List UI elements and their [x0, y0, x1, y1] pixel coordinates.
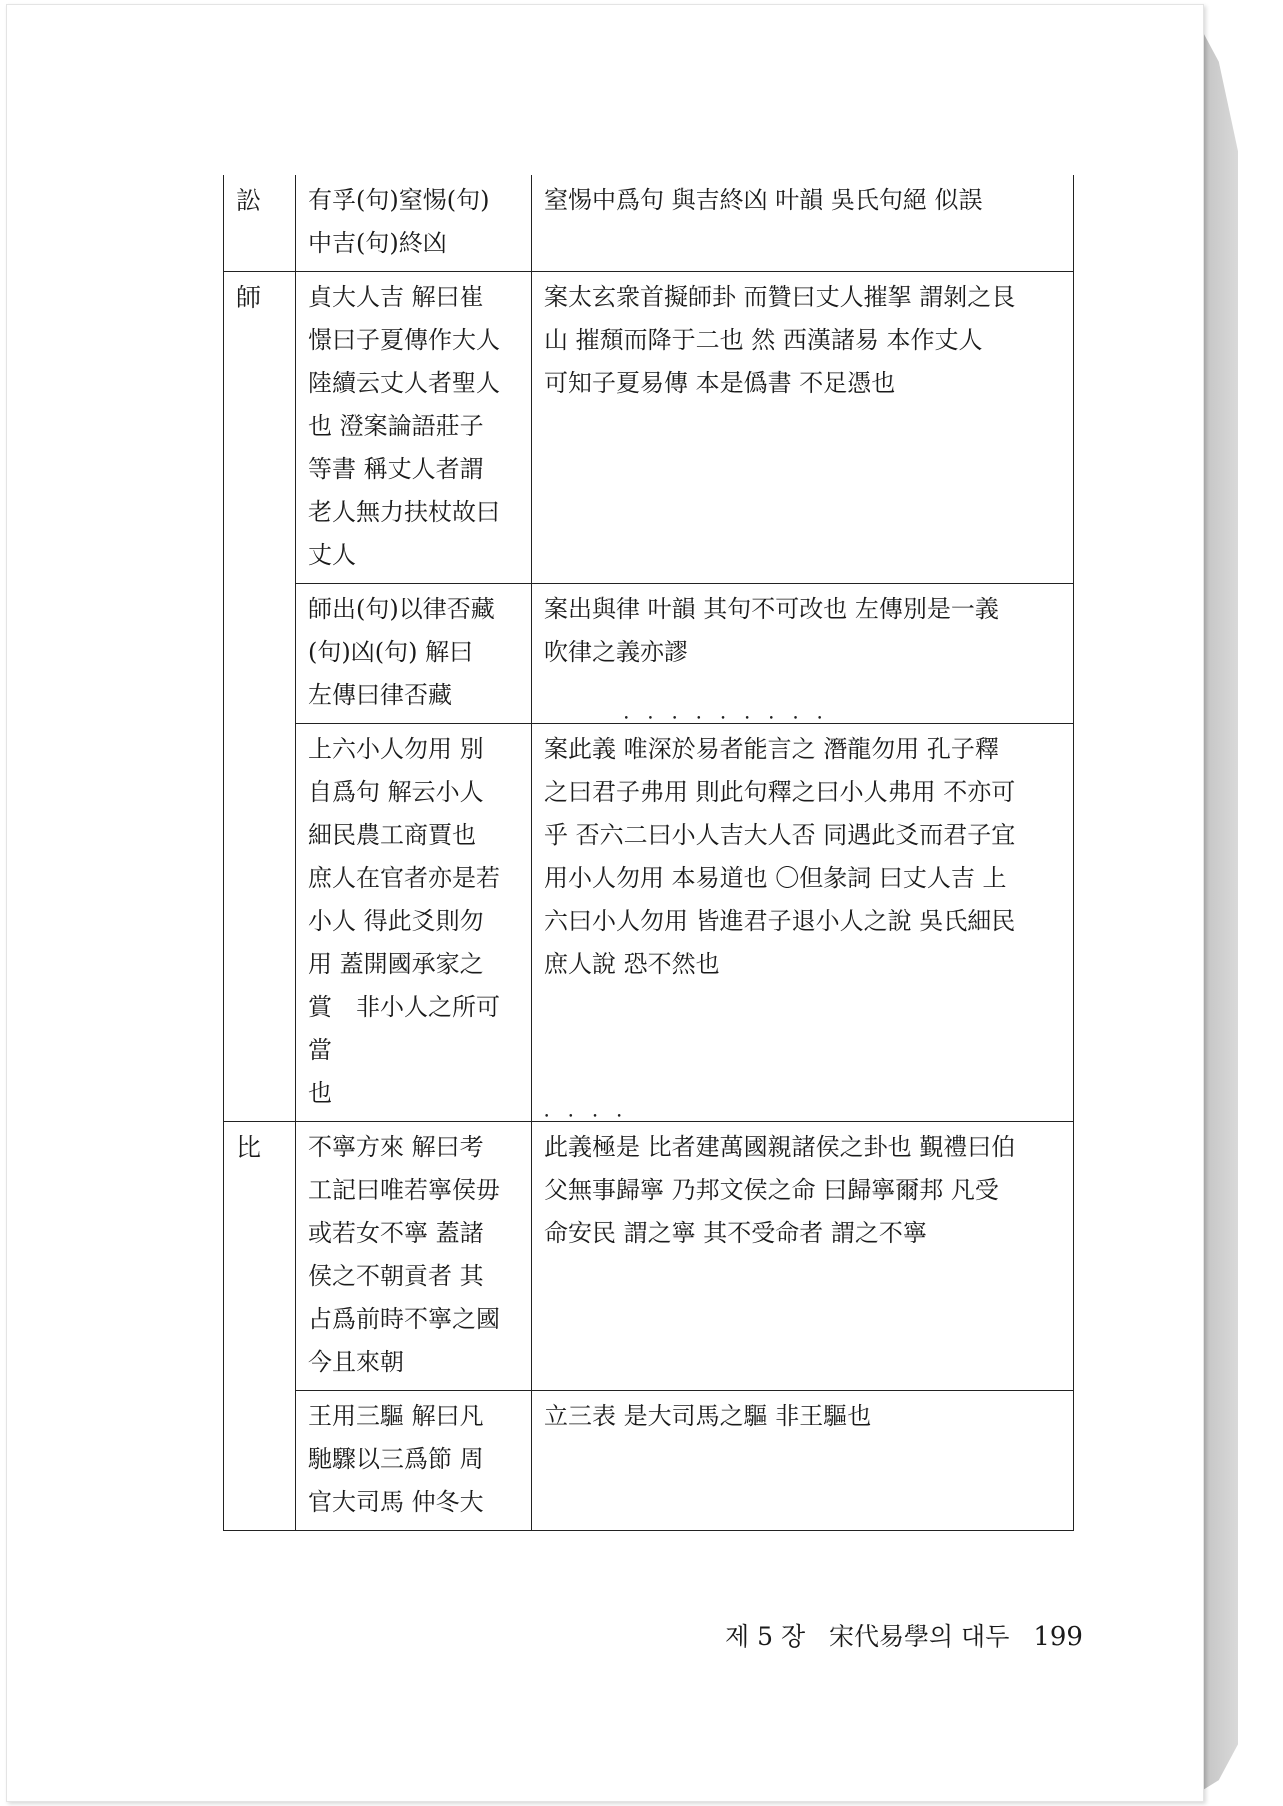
- hexagram-cell: [224, 272, 296, 1122]
- table-row: [224, 1391, 1074, 1531]
- comment-cell: [532, 584, 1074, 724]
- text-cell: [296, 272, 532, 584]
- hexagram-cell: [224, 175, 296, 272]
- table-row: [224, 724, 1074, 1122]
- commentary-text: 窒惕中爲句 與吉終凶 叶韻 吳氏句絕 似誤: [544, 186, 983, 214]
- commentary-table: [223, 175, 1074, 1531]
- text-cell: [296, 1122, 532, 1391]
- classic-text: 王用三驅 解曰凡 馳驟以三爲節 周 官大司馬 仲冬大: [308, 1402, 484, 1516]
- hexagram-label: 比: [236, 1133, 262, 1162]
- table-row: [224, 1122, 1074, 1391]
- hexagram-cell: [224, 1122, 296, 1531]
- emphasized-phrase: • • • 唯深於易者能言之: [624, 728, 816, 771]
- page-number: 199: [1033, 1622, 1083, 1652]
- commentary-rest: 潛龍勿用 孔子釋 之曰君子弗用 則此句釋之曰小人弗用 不亦可 乎 否六二曰小人吉大人否 同遇此爻而君子宜 用小人勿用 本易道也 〇但彖詞 曰丈人吉 上 六曰小人勿用 皆進君子退小人之說 吳氏細民 庶人說 恐不然也: [544, 735, 1016, 978]
- comment-cell: [532, 1391, 1074, 1531]
- hexagram-label: 師: [236, 283, 262, 312]
- page-footer: [725, 1617, 1083, 1653]
- table-row: [224, 175, 1074, 272]
- text-cell: [296, 1391, 532, 1531]
- table-region: [223, 175, 1083, 1555]
- comment-cell: [532, 724, 1074, 1122]
- comment-cell: [532, 1122, 1074, 1391]
- commentary-rest: 比者建萬國親諸侯之卦也 覲禮曰伯 父無事歸寧 乃邦文侯之命 曰歸寧爾邦 凡受 命安民 謂之寧 其不受命者 謂之不寧: [544, 1133, 1016, 1247]
- classic-text: 上六小人勿用 別 自爲句 解云小人 細民農工商賈也 庶人在官者亦是若 小人 得此爻則勿 用 蓋開國承家之 賞 非小人之所可 當 也: [308, 735, 500, 1107]
- text-cell: [296, 724, 532, 1122]
- chapter-label: 제 5 장: [725, 1622, 806, 1651]
- classic-text: 不寧方來 解曰考 工記曰唯若寧侯毋 或若女不寧 蓋諸 侯之不朝貢者 其 占爲前時不寧之國 今且來朝: [308, 1133, 500, 1376]
- classic-text: 貞大人吉 解曰崔 憬曰子夏傳作大人 陸續云丈人者聖人 也 澄案論語莊子 等書 稱丈人者謂 老人無力扶杖故曰 丈人: [308, 283, 500, 569]
- commentary-text: [544, 728, 1063, 986]
- text-cell: [296, 175, 532, 272]
- classic-text: 師出(句)以律否藏 (句)凶(句) 解曰 左傳曰律否藏: [308, 595, 495, 709]
- commentary-prefix: 案此義: [544, 735, 624, 763]
- comment-cell: [532, 175, 1074, 272]
- text-cell: [296, 584, 532, 724]
- chapter-title: 宋代易學의 대두: [828, 1622, 1010, 1651]
- commentary-text: 立三表 是大司馬之驅 非王驅也: [544, 1402, 872, 1430]
- commentary-text: 案出與律 叶韻 其句不可改也 左傳別是一義 吹律之義亦謬: [544, 595, 999, 666]
- commentary-text: [544, 1126, 1063, 1255]
- table-row: [224, 272, 1074, 584]
- hexagram-label: 訟: [236, 186, 262, 215]
- commentary-text: 案太玄衆首擬師卦 而贊曰丈人摧挐 謂剝之艮 山 摧頹而降于二也 然 西漢諸易 本作丈人 可知子夏易傳 本是僞書 不足憑也: [544, 283, 1016, 397]
- table-row: [224, 584, 1074, 724]
- comment-cell: [532, 272, 1074, 584]
- document-page: [6, 4, 1204, 1802]
- emphasized-phrase: • • • • 此義極是: [544, 1126, 640, 1169]
- classic-text: 有孚(句)窒惕(句) 中吉(句)終凶: [308, 186, 490, 257]
